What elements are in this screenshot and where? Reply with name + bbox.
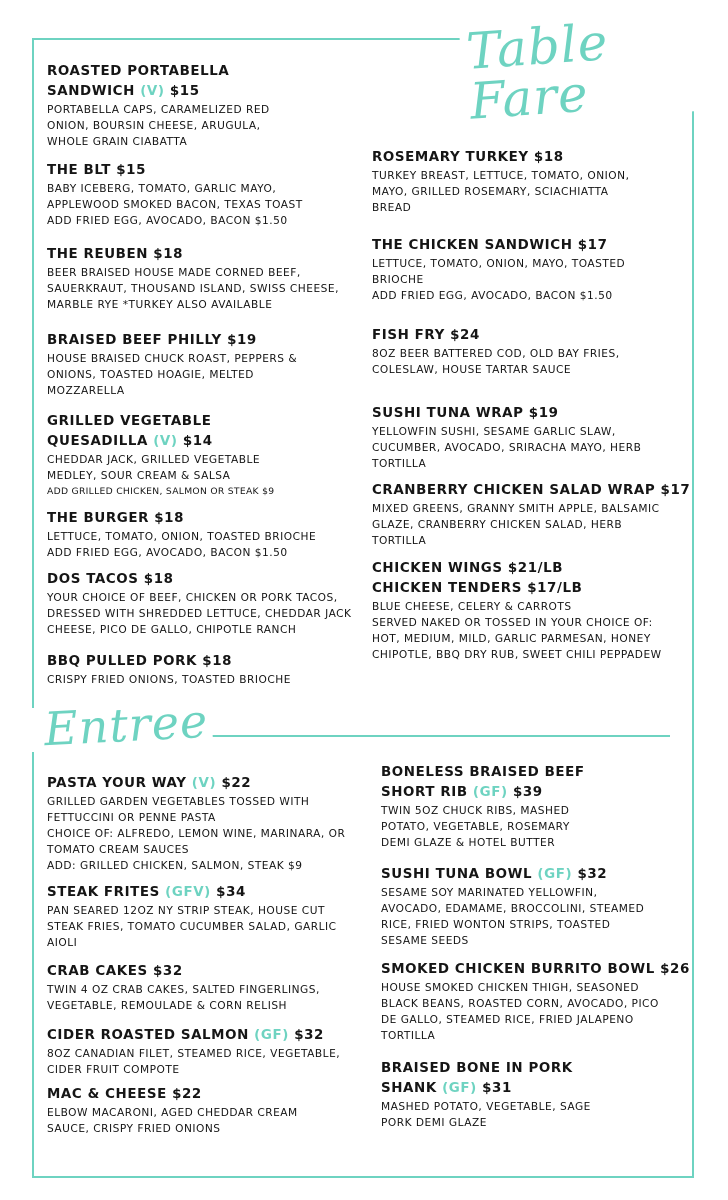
item-description: CUCUMBER, AVOCADO, SRIRACHA MAYO, HERB [372, 442, 642, 454]
item-description: TORTILLA [381, 1030, 436, 1042]
item-name: SHANK (GF) $31 [381, 1081, 512, 1096]
item-description: MOZZARELLA [47, 385, 125, 397]
item-description: SERVED NAKED OR TOSSED IN YOUR CHOICE OF: [372, 617, 653, 629]
frame-left-border [32, 38, 34, 708]
menu-item-chicken-wings-tenders [372, 559, 662, 663]
item-name: MAC & CHEESE $22 [47, 1087, 202, 1102]
item-name: SUSHI TUNA WRAP $19 [372, 406, 559, 421]
menu-item-grilled-vegetable-quesadilla [47, 412, 274, 500]
menu-item-sushi-tuna-bowl [381, 865, 644, 949]
item-description: ELBOW MACARONI, AGED CHEDDAR CREAM [47, 1107, 298, 1119]
item-name: STEAK FRITES (GFV) $34 [47, 885, 246, 900]
item-description: CIDER FRUIT COMPOTE [47, 1064, 180, 1076]
item-name: CHICKEN WINGS $21/LB [372, 561, 564, 576]
item-name: ROSEMARY TURKEY $18 [372, 150, 564, 165]
item-name: GRILLED VEGETABLE [47, 414, 212, 429]
item-note: ADD GRILLED CHICKEN, SALMON OR STEAK $9 [47, 486, 275, 497]
item-description: BRIOCHE [372, 274, 424, 286]
item-description: VEGETABLE, REMOULADE & CORN RELISH [47, 1000, 288, 1012]
item-description: SAUERKRAUT, THOUSAND ISLAND, SWISS CHEESE, [47, 283, 339, 295]
item-description: FETTUCCINI OR PENNE PASTA [47, 812, 216, 824]
item-name: QUESADILLA (V) $14 [47, 434, 213, 449]
item-description: RICE, FRIED WONTON STRIPS, TOASTED [381, 919, 611, 931]
item-description: CRISPY FRIED ONIONS, TOASTED BRIOCHE [47, 674, 291, 686]
item-name: THE CHICKEN SANDWICH $17 [372, 238, 608, 253]
diet-tag: (GF) [442, 1081, 477, 1096]
item-name: DOS TACOS $18 [47, 572, 174, 587]
item-description: MEDLEY, SOUR CREAM & SALSA [47, 470, 231, 482]
item-description: BLACK BEANS, ROASTED CORN, AVOCADO, PICO [381, 998, 659, 1010]
menu-item-bbq-pulled-pork [47, 652, 291, 688]
item-description: MIXED GREENS, GRANNY SMITH APPLE, BALSAMIC [372, 503, 660, 515]
item-description: DRESSED WITH SHREDDED LETTUCE, CHEDDAR JACK [47, 608, 352, 620]
item-description: TORTILLA [372, 535, 427, 547]
menu-item-steak-frites [47, 883, 337, 951]
item-description: MARBLE RYE *TURKEY ALSO AVAILABLE [47, 299, 273, 311]
item-description: CHOICE OF: ALFREDO, LEMON WINE, MARINARA, OR [47, 828, 346, 840]
menu-item-the-chicken-sandwich [372, 236, 625, 304]
item-description: DEMI GLAZE & HOTEL BUTTER [381, 837, 556, 849]
item-description: PORK DEMI GLAZE [381, 1117, 487, 1129]
diet-tag: (GF) [537, 867, 573, 882]
frame-right-border [692, 88, 694, 1178]
item-name: CRANBERRY CHICKEN SALAD WRAP $17 [372, 483, 691, 498]
menu-item-boneless-braised-beef-short-rib [381, 763, 585, 851]
item-description: HOT, MEDIUM, MILD, GARLIC PARMESAN, HONEY [372, 633, 651, 645]
item-description: CHEESE, PICO DE GALLO, CHIPOTLE RANCH [47, 624, 297, 636]
item-name: BRAISED BONE IN PORK [381, 1061, 573, 1076]
item-description: AVOCADO, EDAMAME, BROCCOLINI, STEAMED [381, 903, 645, 915]
item-description: BLUE CHEESE, CELERY & CARROTS [372, 601, 572, 613]
item-name: FISH FRY $24 [372, 328, 480, 343]
menu-item-cider-roasted-salmon [47, 1026, 340, 1078]
item-name: THE BLT $15 [47, 163, 147, 178]
item-name: ROASTED PORTABELLA [47, 64, 230, 79]
entree-divider [172, 735, 670, 737]
section-title-table-fare: Table Fare [459, 9, 728, 127]
item-name: CRAB CAKES $32 [47, 964, 183, 979]
item-description: SAUCE, CRISPY FRIED ONIONS [47, 1123, 221, 1135]
diet-tag: (GF) [254, 1028, 289, 1043]
diet-tag: (GFV) [165, 885, 211, 900]
item-description: HOUSE SMOKED CHICKEN THIGH, SEASONED [381, 982, 640, 994]
item-description: TWIN 5OZ CHUCK RIBS, MASHED [381, 805, 570, 817]
menu-item-fish-fry [372, 326, 620, 378]
item-description: CHIPOTLE, BBQ DRY RUB, SWEET CHILI PEPPADEW [372, 649, 662, 661]
item-name: THE REUBEN $18 [47, 247, 184, 262]
item-description: WHOLE GRAIN CIABATTA [47, 136, 188, 148]
menu-item-braised-bone-in-pork-shank [381, 1059, 591, 1131]
item-name: BRAISED BEEF PHILLY $19 [47, 333, 257, 348]
frame-top-border [32, 38, 477, 40]
item-description: GRILLED GARDEN VEGETABLES TOSSED WITH [47, 796, 310, 808]
item-name: THE BURGER $18 [47, 511, 185, 526]
item-description: ADD FRIED EGG, AVOCADO, BACON $1.50 [372, 290, 613, 302]
item-description: MAYO, GRILLED ROSEMARY, SCIACHIATTA [372, 186, 609, 198]
diet-tag: (GF) [472, 785, 508, 800]
item-name: CIDER ROASTED SALMON (GF) $32 [47, 1028, 324, 1043]
item-description: GLAZE, CRANBERRY CHICKEN SALAD, HERB [372, 519, 623, 531]
item-description: LETTUCE, TOMATO, ONION, TOASTED BRIOCHE [47, 531, 317, 543]
item-description: SESAME SOY MARINATED YELLOWFIN, [381, 887, 598, 899]
item-description: COLESLAW, HOUSE TARTAR SAUCE [372, 364, 572, 376]
item-description: TWIN 4 OZ CRAB CAKES, SALTED FINGERLINGS, [47, 984, 320, 996]
menu-item-braised-beef-philly [47, 331, 297, 399]
item-description: SESAME SEEDS [381, 935, 469, 947]
menu-item-roasted-portabella [47, 62, 270, 150]
item-description: APPLEWOOD SMOKED BACON, TEXAS TOAST [47, 199, 303, 211]
item-description: PAN SEARED 12OZ NY STRIP STEAK, HOUSE CUT [47, 905, 325, 917]
menu-item-the-reuben [47, 245, 339, 313]
menu-item-smoked-chicken-burrito-bowl [381, 960, 690, 1044]
item-description: PORTABELLA CAPS, CARAMELIZED RED [47, 104, 270, 116]
item-description: BABY ICEBERG, TOMATO, GARLIC MAYO, [47, 183, 277, 195]
item-description: ADD FRIED EGG, AVOCADO, BACON $1.50 [47, 547, 288, 559]
item-description: ONION, BOURSIN CHEESE, ARUGULA, [47, 120, 261, 132]
menu-item-dos-tacos [47, 570, 352, 638]
item-description: HOUSE BRAISED CHUCK ROAST, PEPPERS & [47, 353, 298, 365]
menu-item-mac-and-cheese [47, 1085, 298, 1137]
item-description: STEAK FRIES, TOMATO CUCUMBER SALAD, GARLIC [47, 921, 337, 933]
item-name: SHORT RIB (GF) $39 [381, 785, 543, 800]
item-description: 8OZ CANADIAN FILET, STEAMED RICE, VEGETABLE, [47, 1048, 341, 1060]
item-name: BBQ PULLED PORK $18 [47, 654, 233, 669]
item-description: POTATO, VEGETABLE, ROSEMARY [381, 821, 570, 833]
item-description: YOUR CHOICE OF BEEF, CHICKEN OR PORK TACOS, [47, 592, 338, 604]
frame-left-border-lower [32, 752, 34, 1178]
menu-item-rosemary-turkey [372, 148, 629, 216]
item-description: YELLOWFIN SUSHI, SESAME GARLIC SLAW, [372, 426, 616, 438]
item-name: SANDWICH (V) $15 [47, 84, 200, 99]
diet-tag: (V) [191, 776, 217, 791]
menu-item-cranberry-chicken-salad-wrap [372, 481, 690, 549]
menu-item-crab-cakes [47, 962, 320, 1014]
item-name: BONELESS BRAISED BEEF [381, 765, 585, 780]
item-name: CHICKEN TENDERS $17/LB [372, 581, 583, 596]
item-description: AIOLI [47, 937, 78, 949]
item-description: LETTUCE, TOMATO, ONION, MAYO, TOASTED [372, 258, 626, 270]
item-description: BEER BRAISED HOUSE MADE CORNED BEEF, [47, 267, 301, 279]
section-title-entree: Entree [39, 698, 213, 753]
item-description: TURKEY BREAST, LETTUCE, TOMATO, ONION, [372, 170, 630, 182]
item-description: MASHED POTATO, VEGETABLE, SAGE [381, 1101, 591, 1113]
item-description: ADD FRIED EGG, AVOCADO, BACON $1.50 [47, 215, 288, 227]
diet-tag: (V) [140, 84, 165, 99]
diet-tag: (V) [153, 434, 178, 449]
item-name: SMOKED CHICKEN BURRITO BOWL $26 [381, 962, 690, 977]
item-description: DE GALLO, STEAMED RICE, FRIED JALAPENO [381, 1014, 634, 1026]
menu-item-pasta-your-way [47, 774, 345, 874]
menu-item-the-burger [47, 509, 316, 561]
item-description: CHEDDAR JACK, GRILLED VEGETABLE [47, 454, 261, 466]
item-description: ADD: GRILLED CHICKEN, SALMON, STEAK $9 [47, 860, 303, 872]
item-description: TOMATO CREAM SAUCES [47, 844, 189, 856]
menu-item-sushi-tuna-wrap [372, 404, 641, 472]
menu-item-the-blt [47, 161, 303, 229]
item-description: 8OZ BEER BATTERED COD, OLD BAY FRIES, [372, 348, 620, 360]
item-name: SUSHI TUNA BOWL (GF) $32 [381, 867, 608, 882]
item-name: PASTA YOUR WAY (V) $22 [47, 776, 252, 791]
item-description: TORTILLA [372, 458, 427, 470]
item-description: ONIONS, TOASTED HOAGIE, MELTED [47, 369, 254, 381]
item-description: BREAD [372, 202, 412, 214]
frame-bottom-border [32, 1176, 694, 1178]
